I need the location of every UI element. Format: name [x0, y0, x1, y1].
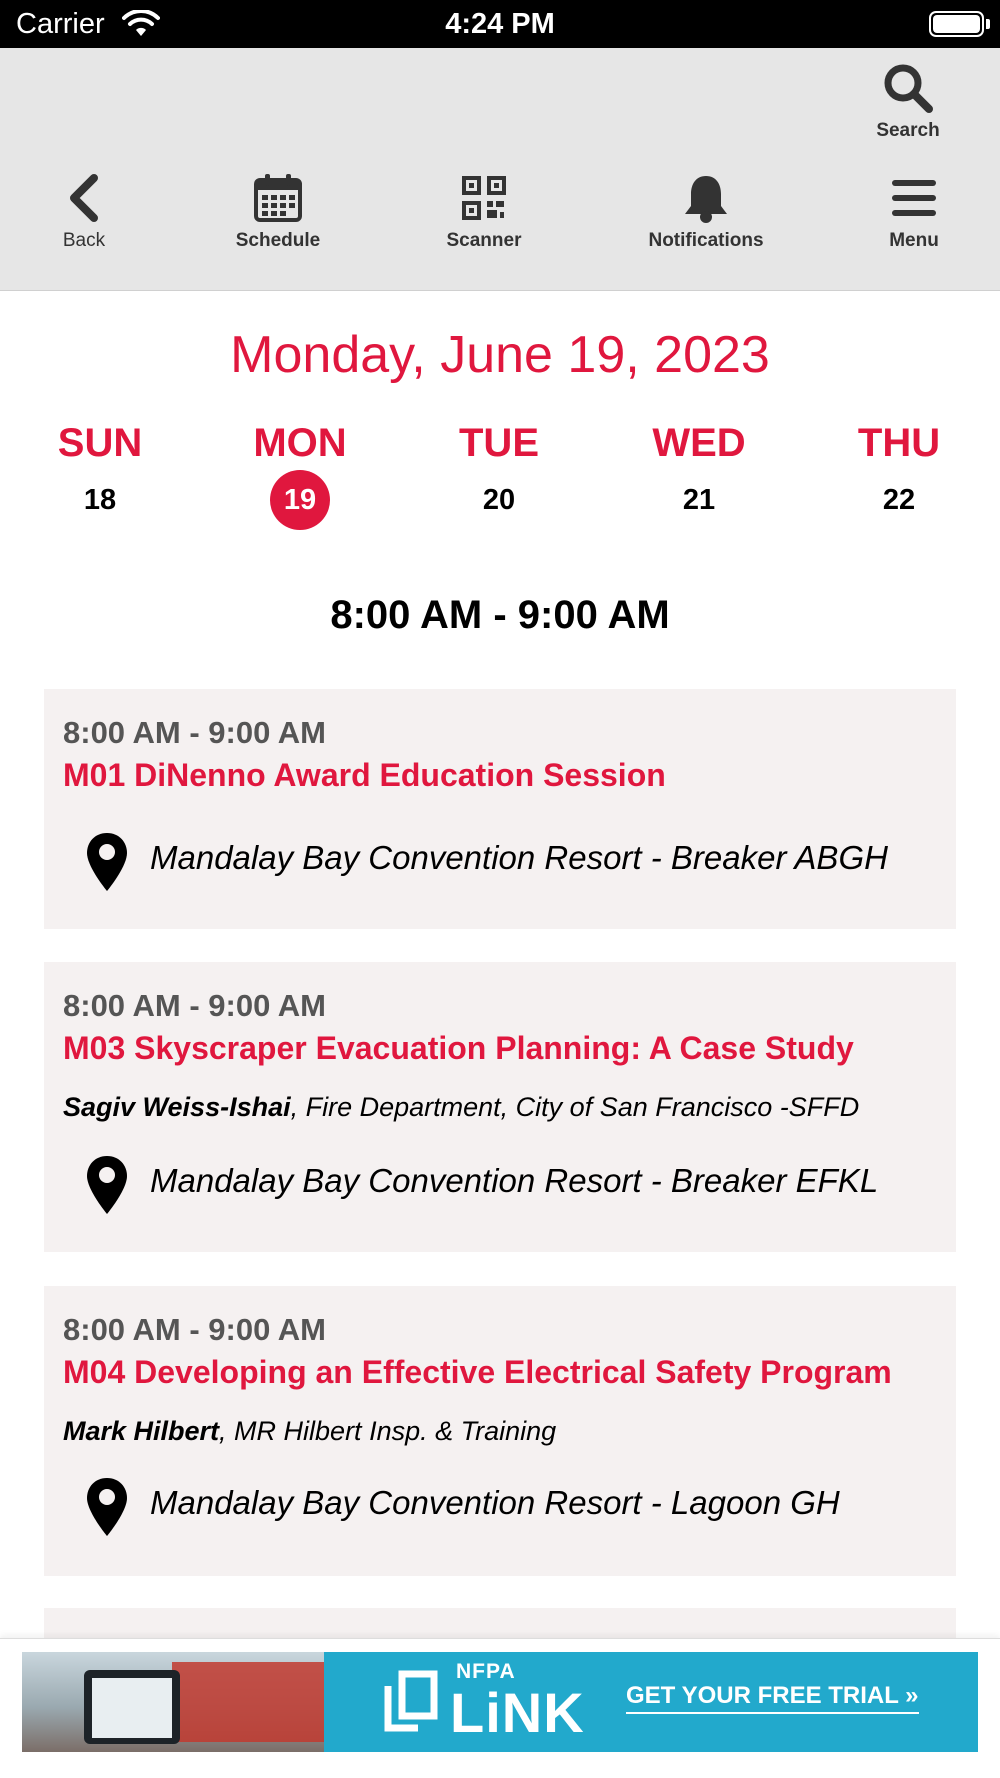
battery-icon: [929, 11, 984, 37]
ad-brand-top: NFPA: [456, 1660, 516, 1683]
menu-button[interactable]: [864, 172, 964, 252]
ad-brand: LiNK: [450, 1681, 585, 1744]
day-name: THU: [857, 421, 941, 465]
menu-label: Menu: [889, 230, 939, 251]
scanner-button[interactable]: [424, 172, 544, 252]
session-location: Mandalay Bay Convention Resort - Breaker EFKL: [150, 1162, 879, 1199]
schedule-label: Schedule: [235, 230, 321, 251]
day-number: 22: [882, 484, 916, 516]
location-pin-icon: [84, 1154, 130, 1216]
day-tue[interactable]: [419, 420, 579, 530]
day-selector: [0, 420, 1000, 530]
status-bar: [0, 0, 1000, 48]
hamburger-icon: [888, 172, 940, 224]
day-sun[interactable]: [20, 420, 180, 530]
nfpa-link-logo-icon: [378, 1666, 442, 1742]
scanner-label: Scanner: [446, 230, 522, 251]
day-number: 20: [482, 484, 516, 516]
session-location: Mandalay Bay Convention Resort - Lagoon GH: [150, 1484, 840, 1521]
speaker-org: , MR Hilbert Insp. & Training: [219, 1416, 557, 1446]
day-name: MON: [253, 421, 347, 465]
ad-banner[interactable]: [22, 1652, 978, 1752]
chevron-left-icon: [58, 172, 110, 224]
calendar-icon: [252, 172, 304, 224]
top-toolbar: [0, 48, 1000, 291]
search-icon: [882, 62, 934, 114]
session-card[interactable]: [44, 689, 956, 929]
search-label: Search: [876, 120, 940, 141]
ad-banner-area: [0, 1638, 1000, 1778]
bell-icon: [680, 172, 732, 224]
back-button[interactable]: [34, 172, 134, 252]
session-title[interactable]: M01 DiNenno Award Education Session: [63, 757, 666, 793]
clock: 4:24 PM: [445, 8, 555, 40]
session-location: Mandalay Bay Convention Resort - Breaker ABGH: [150, 839, 888, 876]
speaker-org: , Fire Department, City of San Francisco -SFFD: [290, 1092, 860, 1122]
search-button[interactable]: [858, 62, 958, 142]
notifications-button[interactable]: [636, 172, 776, 252]
notifications-label: Notifications: [648, 230, 764, 251]
date-title: Monday, June 19, 2023: [230, 326, 770, 384]
day-number: 21: [682, 484, 716, 516]
session-card[interactable]: [44, 962, 956, 1252]
day-wed[interactable]: [619, 420, 779, 530]
session-time: 8:00 AM - 9:00 AM: [63, 988, 326, 1023]
speaker-name: Mark Hilbert: [63, 1416, 220, 1446]
session-time: 8:00 AM - 9:00 AM: [63, 715, 326, 750]
day-number: 18: [83, 484, 117, 516]
day-name: WED: [652, 421, 746, 465]
ad-photo: [22, 1652, 324, 1752]
session-card[interactable]: [44, 1286, 956, 1576]
session-speaker: [63, 1092, 859, 1123]
day-number-selected: 19: [270, 470, 330, 530]
schedule-button[interactable]: [218, 172, 338, 252]
session-speaker: [63, 1416, 556, 1447]
location-pin-icon: [84, 831, 130, 893]
session-time: 8:00 AM - 9:00 AM: [63, 1312, 326, 1347]
day-thu[interactable]: [819, 420, 979, 530]
day-name: TUE: [459, 421, 539, 465]
qr-code-icon: [458, 172, 510, 224]
day-mon[interactable]: [220, 420, 380, 530]
location-pin-icon: [84, 1476, 130, 1538]
carrier-label: Carrier: [16, 8, 105, 40]
battery-tip: [986, 19, 990, 29]
ad-cta[interactable]: GET YOUR FREE TRIAL »: [626, 1682, 919, 1714]
session-title[interactable]: M03 Skyscraper Evacuation Planning: A Case Study: [63, 1030, 854, 1066]
day-name: SUN: [57, 421, 143, 465]
back-label: Back: [62, 230, 106, 251]
speaker-name: Sagiv Weiss-Ishai: [63, 1092, 291, 1122]
session-title[interactable]: M04 Developing an Effective Electrical Safety Program: [63, 1354, 892, 1390]
time-slot-header: 8:00 AM - 9:00 AM: [330, 593, 670, 637]
